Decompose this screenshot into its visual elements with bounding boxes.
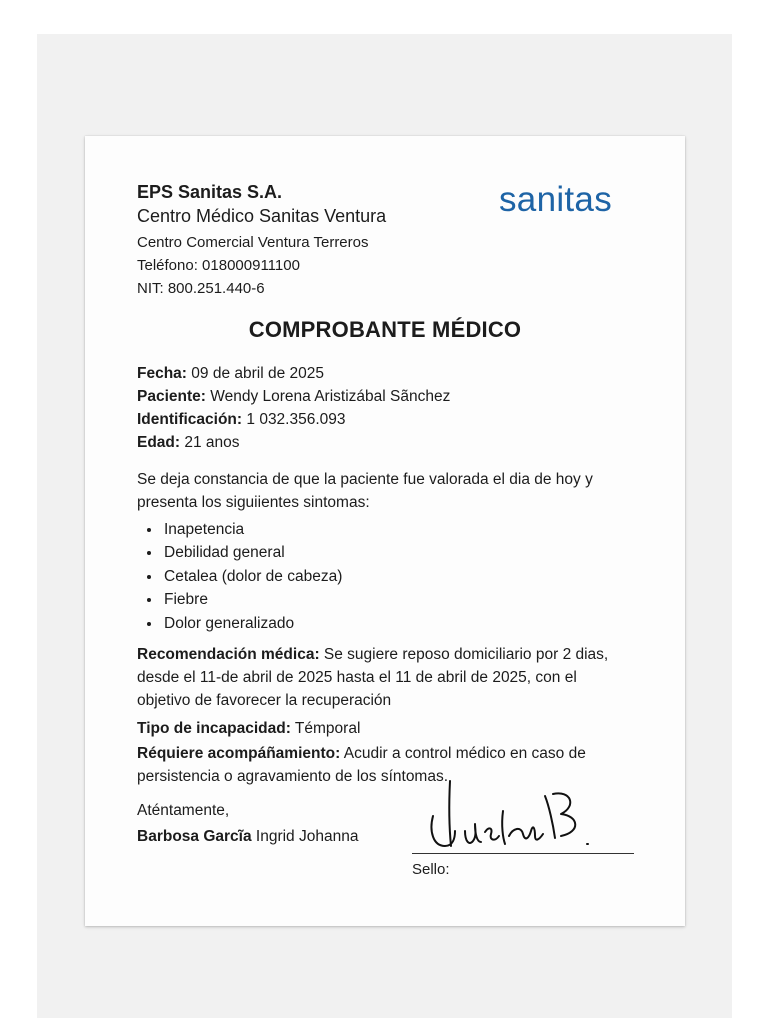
center-nit: NIT: 800.251.440-6 — [137, 280, 265, 297]
center-name: Centro Médico Sanitas Ventura — [137, 206, 387, 226]
patient-label: Paciente: — [137, 388, 206, 405]
patient-value: Wendy Lorena Aristizábal Sãnchez — [210, 388, 451, 405]
list-item: • Inapetencia — [162, 518, 342, 541]
org-name: EPS Sanitas S.A. — [137, 182, 283, 202]
medical-certificate — [85, 136, 685, 926]
recommendation-paragraph — [137, 643, 617, 712]
incapacity-label: Tipo de incapacidad: — [137, 720, 291, 737]
signer-surname: Barbosa Garcĩa — [137, 828, 252, 845]
list-item: • Fiebre — [162, 588, 342, 611]
seal-label: Sello: — [412, 861, 450, 878]
center-address: Centro Comercial Ventura Terreros — [137, 234, 369, 251]
incapacity-field — [137, 720, 360, 738]
signer-name — [137, 828, 358, 846]
id-label: Identificación: — [137, 411, 243, 428]
salutation: Aténtamente, — [137, 802, 230, 819]
signer-given-names: Ingrid Johanna — [255, 828, 359, 845]
age-value: 21 anos — [184, 434, 240, 451]
date-value: 09 de abril de 2025 — [191, 365, 324, 382]
sanitas-logo: sanitas — [499, 180, 612, 219]
incapacity-value: Témporal — [294, 720, 361, 737]
document-title: COMPROBANTE MÉDICO — [248, 317, 522, 342]
intro-paragraph: Se deja constancia de que la paciente fue valorada el dia de hoy y presenta los siguiientes sintomas: — [137, 471, 593, 511]
accompaniment-label: Réquiere acompáñamiento: — [137, 745, 341, 762]
id-value: 1 032.356.093 — [246, 411, 346, 428]
center-phone: Teléfono: 018000911100 — [137, 257, 300, 274]
list-item: • Debilidad general — [162, 541, 342, 564]
signature-line — [412, 853, 634, 854]
list-item: • Dolor generalizado — [162, 612, 342, 635]
date-label: Fecha: — [137, 365, 187, 382]
list-item: • Cetalea (dolor de cabeza) — [162, 565, 342, 588]
symptom-list — [137, 518, 342, 635]
handwritten-signature — [425, 776, 605, 856]
patient-field — [137, 388, 450, 406]
id-field — [137, 411, 346, 429]
age-label: Edad: — [137, 434, 181, 451]
recommendation-text: Se sugiere reposo domiciliario por 2 dias, desde el 11-de abril de 2025 hasta el 11 de abril de 2025, con el objetivo de favorecer la recuperación — [137, 646, 609, 709]
age-field — [137, 434, 240, 452]
accompaniment-text: Acudir a control médico en caso de persistencia o agravamiento de los síntomas. — [137, 745, 586, 785]
date-field — [137, 365, 324, 383]
recommendation-label: Recomendación médica: — [137, 646, 320, 663]
